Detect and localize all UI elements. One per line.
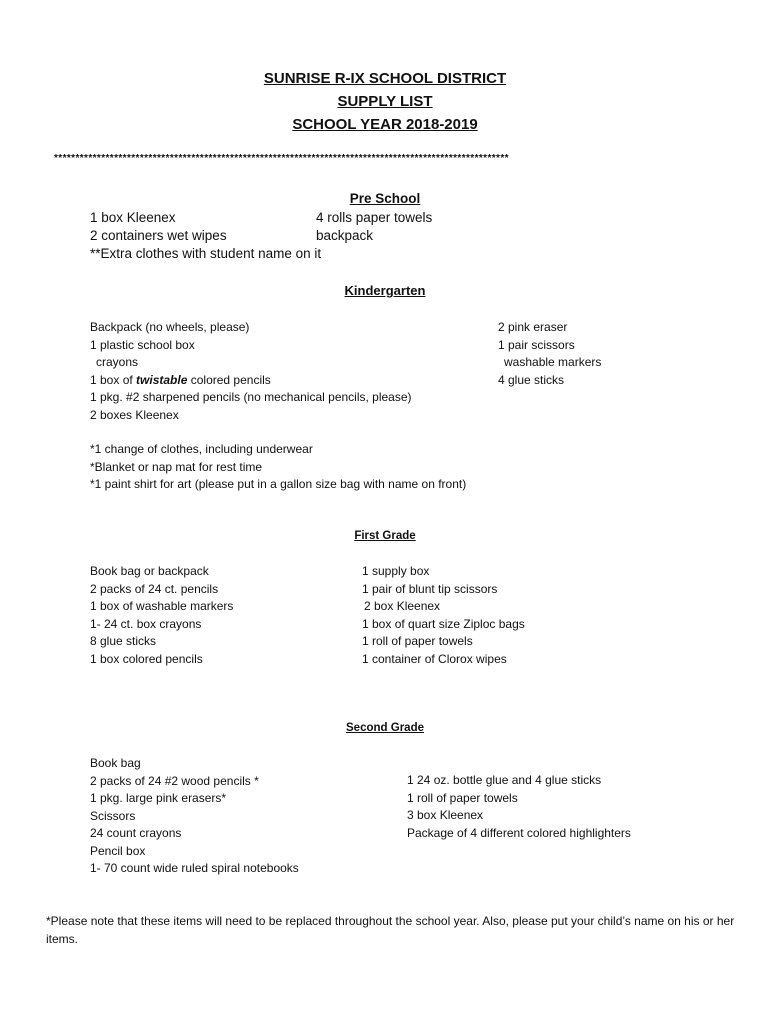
kindergarten-extras-list [90, 441, 466, 494]
list-item: 4 glue sticks [498, 372, 565, 387]
list-item: 1- 70 count wide ruled spiral notebooks [90, 861, 299, 875]
list-item: 1 roll of paper towels [407, 790, 518, 805]
first-grade-right-list [362, 563, 525, 668]
list-item: 1 pair of blunt tip scissors [362, 581, 498, 596]
list-item: *1 change of clothes, including underwear [90, 442, 313, 456]
list-item: 1 plastic school box [90, 337, 195, 352]
list-item: Package of 4 different colored highlighters [407, 825, 631, 840]
preschool-right-list [316, 209, 432, 245]
list-item: 1 box Kleenex [90, 210, 176, 225]
list-item: 1 supply box [362, 564, 430, 578]
asterisk-separator: ********************************************************************************************************** [54, 153, 509, 164]
list-item: 3 box Kleenex [407, 808, 484, 822]
list-item: 1 box of washable markers [90, 599, 234, 613]
list-item: 1 pkg. #2 sharpened pencils (no mechanical pencils, please) [90, 390, 412, 404]
list-item: 8 glue sticks [90, 634, 157, 648]
list-item: Scissors [90, 808, 136, 823]
list-item: 2 packs of 24 ct. pencils [90, 581, 219, 596]
emphasis-text: twistable [136, 372, 188, 387]
list-item: 24 count crayons [90, 826, 182, 840]
kindergarten-left-list [90, 319, 412, 424]
list-item: 1 roll of paper towels [362, 634, 473, 648]
list-item: 2 box Kleenex [364, 599, 441, 613]
list-item: Backpack (no wheels, please) [90, 320, 250, 334]
list-item: 4 rolls paper towels [316, 210, 433, 225]
list-item: 2 boxes Kleenex [90, 407, 179, 422]
list-item: 2 containers wet wipes [90, 228, 227, 243]
list-item: 1 pkg. large pink erasers* [90, 791, 227, 805]
school-year-title: SCHOOL YEAR 2018-2019 [292, 116, 478, 133]
district-title: SUNRISE R-IX SCHOOL DISTRICT [263, 70, 507, 87]
supply-list-title: SUPPLY LIST [337, 93, 433, 110]
preschool-extra-note: **Extra clothes with student name on it [90, 246, 322, 261]
list-item: 1 pair scissors [498, 337, 575, 352]
list-item-text: colored pencils [187, 372, 271, 387]
list-item [90, 372, 412, 390]
list-item: 1 box colored pencils [90, 651, 203, 666]
preschool-left-list [90, 209, 321, 263]
list-item-text: 1 box of [90, 372, 137, 387]
first-grade-heading: First Grade [354, 530, 416, 542]
list-item: backpack [316, 228, 374, 243]
list-item: Book bag or backpack [90, 564, 209, 578]
list-item: 1- 24 ct. box crayons [90, 616, 202, 631]
list-item: 1 box of quart size Ziploc bags [362, 616, 525, 631]
second-grade-left-list [90, 755, 299, 878]
second-grade-right-list [407, 772, 631, 842]
first-grade-left-list [90, 563, 233, 668]
list-item: 2 pink eraser [498, 320, 568, 334]
list-item: *Blanket or nap mat for rest time [90, 459, 263, 474]
second-grade-heading: Second Grade [346, 722, 424, 734]
replacement-footnote: *Please note that these items will need to be replaced throughout the school year. Also, please put your child’s name on his or her items. [46, 914, 735, 946]
list-item: 2 packs of 24 #2 wood pencils * [90, 773, 259, 788]
list-item: 1 container of Clorox wipes [362, 651, 507, 666]
preschool-heading: Pre School [349, 191, 421, 206]
list-item: Book bag [90, 756, 141, 770]
list-item: *1 paint shirt for art (please put in a gallon size bag with name on front) [90, 477, 467, 491]
kindergarten-right-list [498, 319, 601, 389]
kindergarten-heading: Kindergarten [344, 283, 426, 298]
list-item: Pencil box [90, 843, 146, 858]
list-item: washable markers [504, 355, 602, 369]
list-item: crayons [96, 355, 139, 369]
list-item: 1 24 oz. bottle glue and 4 glue sticks [407, 773, 602, 787]
